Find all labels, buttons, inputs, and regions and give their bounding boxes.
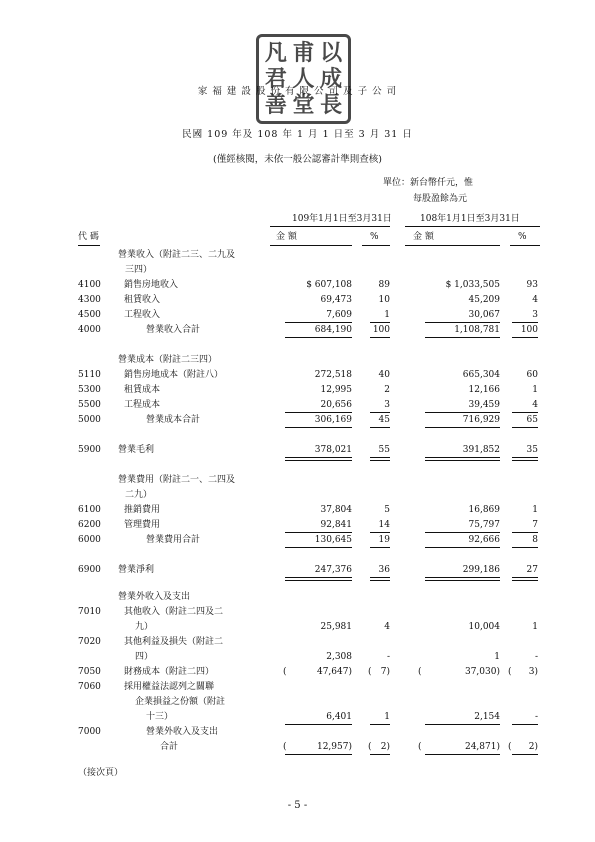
- pct-2020: 89: [378, 280, 390, 290]
- row-label: 十三）: [146, 712, 174, 722]
- open-paren: (: [283, 742, 287, 752]
- total-rule: [425, 337, 500, 338]
- pct-2020: 1: [384, 712, 390, 722]
- open-paren: (: [508, 667, 512, 677]
- row-code: 6900: [78, 565, 101, 575]
- row-code: 5300: [78, 385, 101, 395]
- row-label: 工程成本: [124, 400, 161, 410]
- pct-2019: 1: [532, 385, 538, 395]
- amount-2019: 391,852: [462, 445, 500, 455]
- row-label: 營業收入（附註二三、二九及: [118, 250, 236, 260]
- total-rule: [285, 337, 352, 338]
- subtotal-rule: [512, 322, 538, 323]
- pct-2020: 4: [384, 622, 390, 632]
- subtotal-rule: [285, 412, 352, 413]
- row-label: 營業費用合計: [146, 535, 201, 545]
- amount-2020: 69,473: [320, 295, 352, 305]
- row-code: 5900: [78, 445, 101, 455]
- row-label: 營業成本合計: [146, 415, 201, 425]
- page-number: - 5 -: [287, 800, 308, 811]
- amount-2019: 24,871): [464, 742, 500, 752]
- row-label: 租賃收入: [124, 295, 161, 305]
- pct-2020: 45: [378, 415, 390, 425]
- continued-note: （接次頁）: [78, 768, 124, 778]
- total-rule: [425, 457, 500, 461]
- row-label: 推銷費用: [124, 505, 161, 515]
- total-rule: [425, 754, 500, 755]
- amount-2020: 25,981: [320, 622, 352, 632]
- row-label: 營業費用（附註二一、二四及: [118, 475, 236, 485]
- amount-2019: 1: [494, 652, 500, 662]
- subtotal-rule: [512, 532, 538, 533]
- subtotal-rule: [370, 322, 390, 323]
- open-paren: (: [508, 742, 512, 752]
- amount-2019: $ 1,033,505: [445, 280, 500, 290]
- pct-2020: 3: [384, 400, 390, 410]
- open-paren: (: [418, 742, 422, 752]
- pct-2019: 2): [528, 742, 538, 752]
- row-label: 營業成本（附註二三四）: [118, 355, 218, 365]
- row-label: 管理費用: [124, 520, 161, 530]
- row-code: 6100: [78, 505, 101, 515]
- amount-2019: 39,459: [468, 400, 500, 410]
- row-label: 營業外收入及支出: [118, 592, 191, 602]
- header-rule: [510, 245, 540, 246]
- pct-2019: -: [534, 652, 538, 662]
- subtotal-rule: [512, 724, 538, 725]
- pct-2019: -: [534, 712, 538, 722]
- pct-2019: 1: [532, 622, 538, 632]
- amount-2019: 12,166: [468, 385, 500, 395]
- subtotal-rule: [425, 322, 500, 323]
- total-rule: [285, 547, 352, 548]
- pct-2019: 3): [528, 667, 538, 677]
- total-rule: [285, 457, 352, 461]
- amount-2020: 2,308: [326, 652, 352, 662]
- company-name: 家 福 建 設 股 份 有 限 公 司 及 子 公 司: [197, 86, 398, 97]
- subtotal-rule: [370, 412, 390, 413]
- total-rule: [512, 427, 538, 428]
- total-rule: [285, 754, 352, 755]
- pct-2019: 3: [532, 310, 538, 320]
- amount-2019: 37,030): [464, 667, 500, 677]
- pct-2019: 1: [532, 505, 538, 515]
- row-label: 銷售房地收入: [124, 280, 179, 290]
- row-label: 工程收入: [124, 310, 161, 320]
- pct-2020: 40: [378, 370, 390, 380]
- pct-2020: 7): [380, 667, 390, 677]
- row-code: 4000: [78, 325, 101, 335]
- subtotal-rule: [370, 532, 390, 533]
- row-label: 九）: [135, 622, 154, 632]
- subtotal-rule: [425, 532, 500, 533]
- amount-2019: 716,929: [462, 415, 500, 425]
- open-paren: (: [418, 667, 422, 677]
- row-code: 6000: [78, 535, 101, 545]
- open-paren: (: [368, 667, 372, 677]
- pct-2020: 19: [378, 535, 390, 545]
- pct-2020: 36: [378, 565, 390, 575]
- total-rule: [370, 577, 390, 581]
- pct-2020: 2): [380, 742, 390, 752]
- amount-2019: 16,869: [468, 505, 500, 515]
- amount-2020: 272,518: [314, 370, 352, 380]
- column-pct: %: [518, 232, 527, 242]
- row-label: 其他利益及損失（附註二: [124, 637, 224, 647]
- subtotal-rule: [425, 412, 500, 413]
- amount-2020: 6,401: [326, 712, 352, 722]
- pct-2020: 2: [384, 385, 390, 395]
- pct-2019: 93: [526, 280, 538, 290]
- pct-2019: 65: [526, 415, 538, 425]
- column-period-2019: 108年1月1日至3月31日: [420, 214, 520, 224]
- total-rule: [425, 577, 500, 581]
- amount-2019: 30,067: [468, 310, 500, 320]
- open-paren: (: [368, 742, 372, 752]
- row-code: 4100: [78, 280, 101, 290]
- header-rule: [270, 245, 352, 246]
- row-label: 合計: [160, 742, 179, 752]
- total-rule: [512, 337, 538, 338]
- total-rule: [370, 427, 390, 428]
- amount-2020: 247,376: [314, 565, 352, 575]
- subtotal-rule: [285, 532, 352, 533]
- pct-2020: -: [386, 652, 390, 662]
- amount-2020: 12,995: [320, 385, 352, 395]
- pct-2020: 100: [372, 325, 390, 335]
- row-label: 營業收入合計: [146, 325, 201, 335]
- amount-2020: 47,647): [316, 667, 352, 677]
- pct-2019: 27: [526, 565, 538, 575]
- amount-2019: 75,797: [468, 520, 500, 530]
- row-code: 7050: [78, 667, 101, 677]
- amount-2020: 130,645: [314, 535, 352, 545]
- row-code: 7060: [78, 682, 101, 692]
- row-code: 5000: [78, 415, 101, 425]
- header-rule: [78, 245, 100, 246]
- pct-2019: 60: [526, 370, 538, 380]
- row-code: 4300: [78, 295, 101, 305]
- row-label: 銷售房地成本（附註八）: [124, 370, 224, 380]
- row-code: 6200: [78, 520, 101, 530]
- row-label: 企業損益之份額（附註: [135, 697, 226, 707]
- amount-2019: 299,186: [462, 565, 500, 575]
- company-seal: 凡 甫 以 君 人 成 善 堂 長: [256, 34, 351, 124]
- review-note: (僅經核閱，未依一般公認審計準則查核): [213, 154, 382, 165]
- pct-2020: 5: [384, 505, 390, 515]
- amount-2020: 92,841: [320, 520, 352, 530]
- row-code: 4500: [78, 310, 101, 320]
- total-rule: [425, 427, 500, 428]
- row-code: 5110: [78, 370, 101, 380]
- amount-2019: 665,304: [462, 370, 500, 380]
- pct-2019: 7: [532, 520, 538, 530]
- amount-2020: 20,656: [320, 400, 352, 410]
- amount-2020: 684,190: [314, 325, 352, 335]
- pct-2019: 4: [532, 295, 538, 305]
- subtotal-rule: [370, 724, 390, 725]
- open-paren: (: [283, 667, 287, 677]
- subtotal-rule: [285, 724, 352, 725]
- row-label: 四）: [135, 652, 154, 662]
- pct-2020: 55: [378, 445, 390, 455]
- total-rule: [512, 577, 538, 581]
- amount-2019: 2,154: [474, 712, 500, 722]
- total-rule: [370, 754, 390, 755]
- pct-2019: 100: [520, 325, 538, 335]
- total-rule: [512, 547, 538, 548]
- pct-2020: 10: [378, 295, 390, 305]
- column-amount: 金 額: [413, 232, 434, 242]
- row-label: 營業毛利: [118, 445, 155, 455]
- unit-note-line1: 單位：新台幣仟元，惟: [383, 178, 474, 188]
- column-code: 代 碼: [78, 232, 99, 242]
- row-label: 二九）: [125, 490, 153, 500]
- pct-2020: 14: [378, 520, 390, 530]
- amount-2020: 7,609: [326, 310, 352, 320]
- pct-2019: 8: [532, 535, 538, 545]
- row-label: 其他收入（附註二四及二: [124, 607, 224, 617]
- pct-2019: 35: [526, 445, 538, 455]
- total-rule: [285, 577, 352, 581]
- report-period: 民國 109 年及 108 年 1 月 1 日至 3 月 31 日: [182, 129, 413, 140]
- amount-2020: 12,957): [316, 742, 352, 752]
- row-label: 三四）: [125, 265, 153, 275]
- column-pct: %: [370, 232, 379, 242]
- header-rule: [362, 245, 390, 246]
- total-rule: [285, 427, 352, 428]
- total-rule: [425, 547, 500, 548]
- amount-2020: 37,804: [320, 505, 352, 515]
- row-label: 營業淨利: [118, 565, 155, 575]
- amount-2020: 378,021: [314, 445, 352, 455]
- total-rule: [370, 337, 390, 338]
- amount-2019: 45,209: [468, 295, 500, 305]
- total-rule: [370, 457, 390, 461]
- amount-2019: 10,004: [468, 622, 500, 632]
- amount-2019: 1,108,781: [454, 325, 500, 335]
- row-code: 7010: [78, 607, 101, 617]
- pct-2020: 1: [384, 310, 390, 320]
- header-rule: [405, 245, 500, 246]
- column-period-2020: 109年1月1日至3月31日: [292, 214, 392, 224]
- row-code: 7020: [78, 637, 101, 647]
- total-rule: [512, 457, 538, 461]
- total-rule: [512, 754, 538, 755]
- amount-2020: 306,169: [314, 415, 352, 425]
- row-label: 營業外收入及支出: [146, 727, 219, 737]
- header-rule: [270, 226, 390, 227]
- row-code: 5500: [78, 400, 101, 410]
- pct-2019: 4: [532, 400, 538, 410]
- subtotal-rule: [285, 322, 352, 323]
- subtotal-rule: [425, 724, 500, 725]
- amount-2019: 92,666: [468, 535, 500, 545]
- row-code: 7000: [78, 727, 101, 737]
- subtotal-rule: [512, 412, 538, 413]
- amount-2020: $ 607,108: [306, 280, 352, 290]
- row-label: 採用權益法認列之關聯: [124, 682, 215, 692]
- unit-note-line2: 每股盈餘為元: [413, 194, 468, 204]
- column-amount: 金 額: [276, 232, 297, 242]
- total-rule: [370, 547, 390, 548]
- row-label: 財務成本（附註二四）: [124, 667, 215, 677]
- row-label: 租賃成本: [124, 385, 161, 395]
- header-rule: [405, 226, 540, 227]
